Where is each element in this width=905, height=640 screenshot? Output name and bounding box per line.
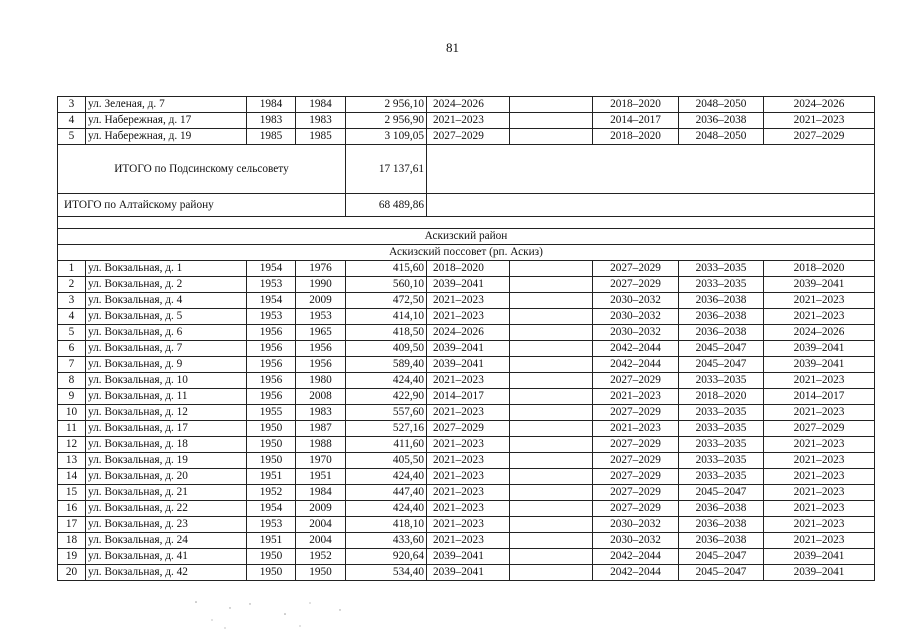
period-1: 2021–2023: [427, 501, 510, 517]
period-1: 2039–2041: [427, 341, 510, 357]
area-cell: 411,60: [346, 437, 427, 453]
table-row: [58, 389, 875, 405]
period-5: 2021–2023: [764, 501, 875, 517]
period-5: 2024–2026: [764, 97, 875, 113]
table-row: [58, 277, 875, 293]
address-cell: ул. Вокзальная, д. 41: [86, 549, 247, 565]
period-3: 2021–2023: [593, 421, 679, 437]
scan-specks: [190, 598, 370, 634]
table-row: [58, 293, 875, 309]
period-1: 2021–2023: [427, 405, 510, 421]
period-5: 2039–2041: [764, 565, 875, 581]
year-commissioned: 1984: [296, 485, 346, 501]
address-cell: ул. Вокзальная, д. 23: [86, 517, 247, 533]
period-5: 2021–2023: [764, 485, 875, 501]
period-1: 2039–2041: [427, 565, 510, 581]
period-2: [510, 309, 593, 325]
period-1: 2024–2026: [427, 325, 510, 341]
period-1: 2021–2023: [427, 485, 510, 501]
table-row: [58, 421, 875, 437]
table-row: [58, 437, 875, 453]
total-blank: [427, 145, 875, 194]
row-number: 2: [58, 277, 86, 293]
period-5: 2021–2023: [764, 533, 875, 549]
period-5: 2039–2041: [764, 357, 875, 373]
year-commissioned: 1980: [296, 373, 346, 389]
period-3: 2018–2020: [593, 97, 679, 113]
table-row: [58, 113, 875, 129]
address-cell: ул. Набережная, д. 17: [86, 113, 247, 129]
year-built: 1954: [247, 261, 296, 277]
area-cell: 560,10: [346, 277, 427, 293]
address-cell: ул. Вокзальная, д. 11: [86, 389, 247, 405]
address-cell: ул. Вокзальная, д. 7: [86, 341, 247, 357]
row-number: 1: [58, 261, 86, 277]
period-2: [510, 533, 593, 549]
area-cell: 589,40: [346, 357, 427, 373]
row-number: 16: [58, 501, 86, 517]
district-title: Аскизский район: [58, 229, 875, 245]
area-cell: 3 109,05: [346, 129, 427, 145]
period-1: 2021–2023: [427, 469, 510, 485]
period-1: 2021–2023: [427, 453, 510, 469]
period-2: [510, 517, 593, 533]
period-4: 2036–2038: [679, 533, 764, 549]
row-number: 4: [58, 309, 86, 325]
row-number: 11: [58, 421, 86, 437]
period-2: [510, 97, 593, 113]
period-4: 2036–2038: [679, 113, 764, 129]
address-cell: ул. Вокзальная, д. 20: [86, 469, 247, 485]
period-1: 2027–2029: [427, 421, 510, 437]
area-cell: 2 956,10: [346, 97, 427, 113]
year-built: 1956: [247, 373, 296, 389]
table-row: [58, 309, 875, 325]
year-built: 1983: [247, 113, 296, 129]
total-area: 17 137,61: [346, 145, 427, 194]
year-commissioned: 1965: [296, 325, 346, 341]
period-3: 2018–2020: [593, 129, 679, 145]
period-1: 2018–2020: [427, 261, 510, 277]
area-cell: 409,50: [346, 341, 427, 357]
row-number: 5: [58, 325, 86, 341]
period-1: 2039–2041: [427, 549, 510, 565]
year-built: 1950: [247, 437, 296, 453]
year-commissioned: 1952: [296, 549, 346, 565]
address-cell: ул. Вокзальная, д. 9: [86, 357, 247, 373]
table-row: [58, 469, 875, 485]
area-cell: 418,50: [346, 325, 427, 341]
area-cell: 472,50: [346, 293, 427, 309]
address-cell: ул. Вокзальная, д. 22: [86, 501, 247, 517]
period-2: [510, 261, 593, 277]
year-built: 1950: [247, 421, 296, 437]
period-2: [510, 325, 593, 341]
address-cell: ул. Вокзальная, д. 4: [86, 293, 247, 309]
year-commissioned: 1950: [296, 565, 346, 581]
period-3: 2027–2029: [593, 405, 679, 421]
address-cell: ул. Вокзальная, д. 1: [86, 261, 247, 277]
row-number: 8: [58, 373, 86, 389]
period-4: 2033–2035: [679, 373, 764, 389]
row-number: 13: [58, 453, 86, 469]
year-commissioned: 1953: [296, 309, 346, 325]
year-commissioned: 2004: [296, 517, 346, 533]
settlement-row: [58, 245, 875, 261]
period-5: 2021–2023: [764, 517, 875, 533]
period-3: 2027–2029: [593, 373, 679, 389]
period-5: 2024–2026: [764, 325, 875, 341]
period-4: 2033–2035: [679, 421, 764, 437]
total-row-altaisky: [58, 194, 875, 217]
period-4: 2033–2035: [679, 437, 764, 453]
period-2: [510, 421, 593, 437]
period-4: 2036–2038: [679, 325, 764, 341]
table-row: [58, 129, 875, 145]
year-commissioned: 2009: [296, 293, 346, 309]
period-1: 2021–2023: [427, 437, 510, 453]
row-number: 5: [58, 129, 86, 145]
row-number: 7: [58, 357, 86, 373]
period-5: 2039–2041: [764, 341, 875, 357]
row-number: 15: [58, 485, 86, 501]
year-built: 1954: [247, 293, 296, 309]
period-5: 2014–2017: [764, 389, 875, 405]
table-row: [58, 373, 875, 389]
table-row: [58, 97, 875, 113]
year-built: 1950: [247, 453, 296, 469]
area-cell: 527,16: [346, 421, 427, 437]
year-built: 1953: [247, 517, 296, 533]
period-3: 2042–2044: [593, 565, 679, 581]
period-1: 2021–2023: [427, 309, 510, 325]
period-1: 2039–2041: [427, 277, 510, 293]
period-2: [510, 565, 593, 581]
area-cell: 405,50: [346, 453, 427, 469]
period-4: 2036–2038: [679, 501, 764, 517]
period-3: 2027–2029: [593, 469, 679, 485]
year-commissioned: 1983: [296, 113, 346, 129]
table-row: [58, 565, 875, 581]
row-number: 14: [58, 469, 86, 485]
table-row: [58, 501, 875, 517]
year-built: 1953: [247, 309, 296, 325]
period-1: 2021–2023: [427, 517, 510, 533]
table-row: [58, 533, 875, 549]
year-commissioned: 1984: [296, 97, 346, 113]
period-3: 2042–2044: [593, 549, 679, 565]
period-1: 2014–2017: [427, 389, 510, 405]
year-commissioned: 2009: [296, 501, 346, 517]
year-built: 1956: [247, 325, 296, 341]
period-4: 2045–2047: [679, 565, 764, 581]
period-5: 2021–2023: [764, 437, 875, 453]
period-5: 2021–2023: [764, 113, 875, 129]
year-commissioned: 1976: [296, 261, 346, 277]
year-commissioned: 2004: [296, 533, 346, 549]
period-4: 2048–2050: [679, 97, 764, 113]
period-4: 2033–2035: [679, 405, 764, 421]
period-4: 2036–2038: [679, 309, 764, 325]
period-1: 2021–2023: [427, 373, 510, 389]
period-4: 2048–2050: [679, 129, 764, 145]
year-built: 1951: [247, 533, 296, 549]
period-5: 2021–2023: [764, 309, 875, 325]
area-cell: 418,10: [346, 517, 427, 533]
area-cell: 422,90: [346, 389, 427, 405]
period-3: 2027–2029: [593, 453, 679, 469]
period-5: 2021–2023: [764, 469, 875, 485]
address-cell: ул. Вокзальная, д. 6: [86, 325, 247, 341]
period-5: 2027–2029: [764, 129, 875, 145]
period-2: [510, 389, 593, 405]
row-number: 18: [58, 533, 86, 549]
period-5: 2021–2023: [764, 373, 875, 389]
row-number: 3: [58, 293, 86, 309]
period-3: 2030–2032: [593, 325, 679, 341]
total-blank: [427, 194, 875, 217]
area-cell: 415,60: [346, 261, 427, 277]
period-5: 2021–2023: [764, 453, 875, 469]
year-built: 1956: [247, 357, 296, 373]
period-5: 2021–2023: [764, 293, 875, 309]
table-row: [58, 341, 875, 357]
period-2: [510, 341, 593, 357]
page-number: 81: [446, 40, 459, 55]
year-commissioned: 1983: [296, 405, 346, 421]
row-number: 9: [58, 389, 86, 405]
period-2: [510, 129, 593, 145]
period-3: 2014–2017: [593, 113, 679, 129]
period-2: [510, 501, 593, 517]
period-5: 2039–2041: [764, 549, 875, 565]
year-commissioned: 1956: [296, 341, 346, 357]
period-4: 2036–2038: [679, 517, 764, 533]
row-number: 17: [58, 517, 86, 533]
address-cell: ул. Набережная, д. 19: [86, 129, 247, 145]
area-cell: 557,60: [346, 405, 427, 421]
period-2: [510, 293, 593, 309]
period-2: [510, 357, 593, 373]
period-1: 2021–2023: [427, 533, 510, 549]
total-label: ИТОГО по Алтайскому району: [58, 194, 346, 217]
area-cell: 424,40: [346, 469, 427, 485]
year-commissioned: 1987: [296, 421, 346, 437]
table-row: [58, 485, 875, 501]
area-cell: 414,10: [346, 309, 427, 325]
period-3: 2027–2029: [593, 261, 679, 277]
spacer-row: [58, 217, 875, 229]
year-commissioned: 1951: [296, 469, 346, 485]
total-row-podsinsky: [58, 145, 875, 194]
year-commissioned: 1970: [296, 453, 346, 469]
period-1: 2027–2029: [427, 129, 510, 145]
area-cell: 920,64: [346, 549, 427, 565]
address-cell: ул. Вокзальная, д. 12: [86, 405, 247, 421]
period-4: 2033–2035: [679, 453, 764, 469]
period-5: 2039–2041: [764, 277, 875, 293]
period-4: 2033–2035: [679, 261, 764, 277]
row-number: 19: [58, 549, 86, 565]
row-number: 3: [58, 97, 86, 113]
year-commissioned: 2008: [296, 389, 346, 405]
period-3: 2030–2032: [593, 309, 679, 325]
table-row: [58, 453, 875, 469]
period-2: [510, 405, 593, 421]
area-cell: 424,40: [346, 501, 427, 517]
period-4: 2045–2047: [679, 549, 764, 565]
period-3: 2042–2044: [593, 341, 679, 357]
period-3: 2021–2023: [593, 389, 679, 405]
row-number: 10: [58, 405, 86, 421]
table-totals: [58, 145, 875, 261]
total-area: 68 489,86: [346, 194, 427, 217]
period-5: 2018–2020: [764, 261, 875, 277]
year-built: 1956: [247, 341, 296, 357]
year-built: 1954: [247, 501, 296, 517]
period-4: 2045–2047: [679, 357, 764, 373]
year-built: 1953: [247, 277, 296, 293]
period-3: 2042–2044: [593, 357, 679, 373]
area-cell: 447,40: [346, 485, 427, 501]
address-cell: ул. Вокзальная, д. 5: [86, 309, 247, 325]
table-body-main: [58, 261, 875, 581]
address-cell: ул. Вокзальная, д. 24: [86, 533, 247, 549]
period-2: [510, 277, 593, 293]
year-built: 1984: [247, 97, 296, 113]
period-1: 2039–2041: [427, 357, 510, 373]
year-built: 1951: [247, 469, 296, 485]
address-cell: ул. Вокзальная, д. 21: [86, 485, 247, 501]
period-4: 2045–2047: [679, 485, 764, 501]
period-3: 2030–2032: [593, 293, 679, 309]
table-row: [58, 549, 875, 565]
address-cell: ул. Вокзальная, д. 42: [86, 565, 247, 581]
year-built: 1950: [247, 549, 296, 565]
period-2: [510, 485, 593, 501]
table-row: [58, 357, 875, 373]
year-commissioned: 1988: [296, 437, 346, 453]
period-5: 2021–2023: [764, 405, 875, 421]
settlement-title: Аскизский поссовет (рп. Аскиз): [58, 245, 875, 261]
period-3: 2027–2029: [593, 501, 679, 517]
address-cell: ул. Вокзальная, д. 19: [86, 453, 247, 469]
period-2: [510, 469, 593, 485]
repair-schedule-table: [57, 96, 875, 581]
table-body-top: [58, 97, 875, 145]
row-number: 20: [58, 565, 86, 581]
period-2: [510, 373, 593, 389]
address-cell: ул. Зеленая, д. 7: [86, 97, 247, 113]
period-1: 2021–2023: [427, 293, 510, 309]
row-number: 4: [58, 113, 86, 129]
year-commissioned: 1990: [296, 277, 346, 293]
table-row: [58, 405, 875, 421]
total-label: ИТОГО по Подсинскому сельсовету: [58, 145, 346, 194]
area-cell: 433,60: [346, 533, 427, 549]
area-cell: 2 956,90: [346, 113, 427, 129]
period-2: [510, 113, 593, 129]
row-number: 12: [58, 437, 86, 453]
address-cell: ул. Вокзальная, д. 2: [86, 277, 247, 293]
period-3: 2027–2029: [593, 437, 679, 453]
year-built: 1985: [247, 129, 296, 145]
period-4: 2033–2035: [679, 469, 764, 485]
period-3: 2030–2032: [593, 533, 679, 549]
year-built: 1952: [247, 485, 296, 501]
period-4: 2033–2035: [679, 277, 764, 293]
year-commissioned: 1985: [296, 129, 346, 145]
period-5: 2027–2029: [764, 421, 875, 437]
period-1: 2024–2026: [427, 97, 510, 113]
period-4: 2036–2038: [679, 293, 764, 309]
period-1: 2021–2023: [427, 113, 510, 129]
year-built: 1950: [247, 565, 296, 581]
area-cell: 424,40: [346, 373, 427, 389]
year-commissioned: 1956: [296, 357, 346, 373]
period-3: 2030–2032: [593, 517, 679, 533]
row-number: 6: [58, 341, 86, 357]
table-row: [58, 517, 875, 533]
period-4: 2018–2020: [679, 389, 764, 405]
year-built: 1955: [247, 405, 296, 421]
period-2: [510, 549, 593, 565]
address-cell: ул. Вокзальная, д. 10: [86, 373, 247, 389]
period-3: 2027–2029: [593, 485, 679, 501]
table-row: [58, 325, 875, 341]
district-row: [58, 229, 875, 245]
period-2: [510, 437, 593, 453]
period-2: [510, 453, 593, 469]
table-row: [58, 261, 875, 277]
year-built: 1956: [247, 389, 296, 405]
address-cell: ул. Вокзальная, д. 18: [86, 437, 247, 453]
period-4: 2045–2047: [679, 341, 764, 357]
period-3: 2027–2029: [593, 277, 679, 293]
address-cell: ул. Вокзальная, д. 17: [86, 421, 247, 437]
area-cell: 534,40: [346, 565, 427, 581]
